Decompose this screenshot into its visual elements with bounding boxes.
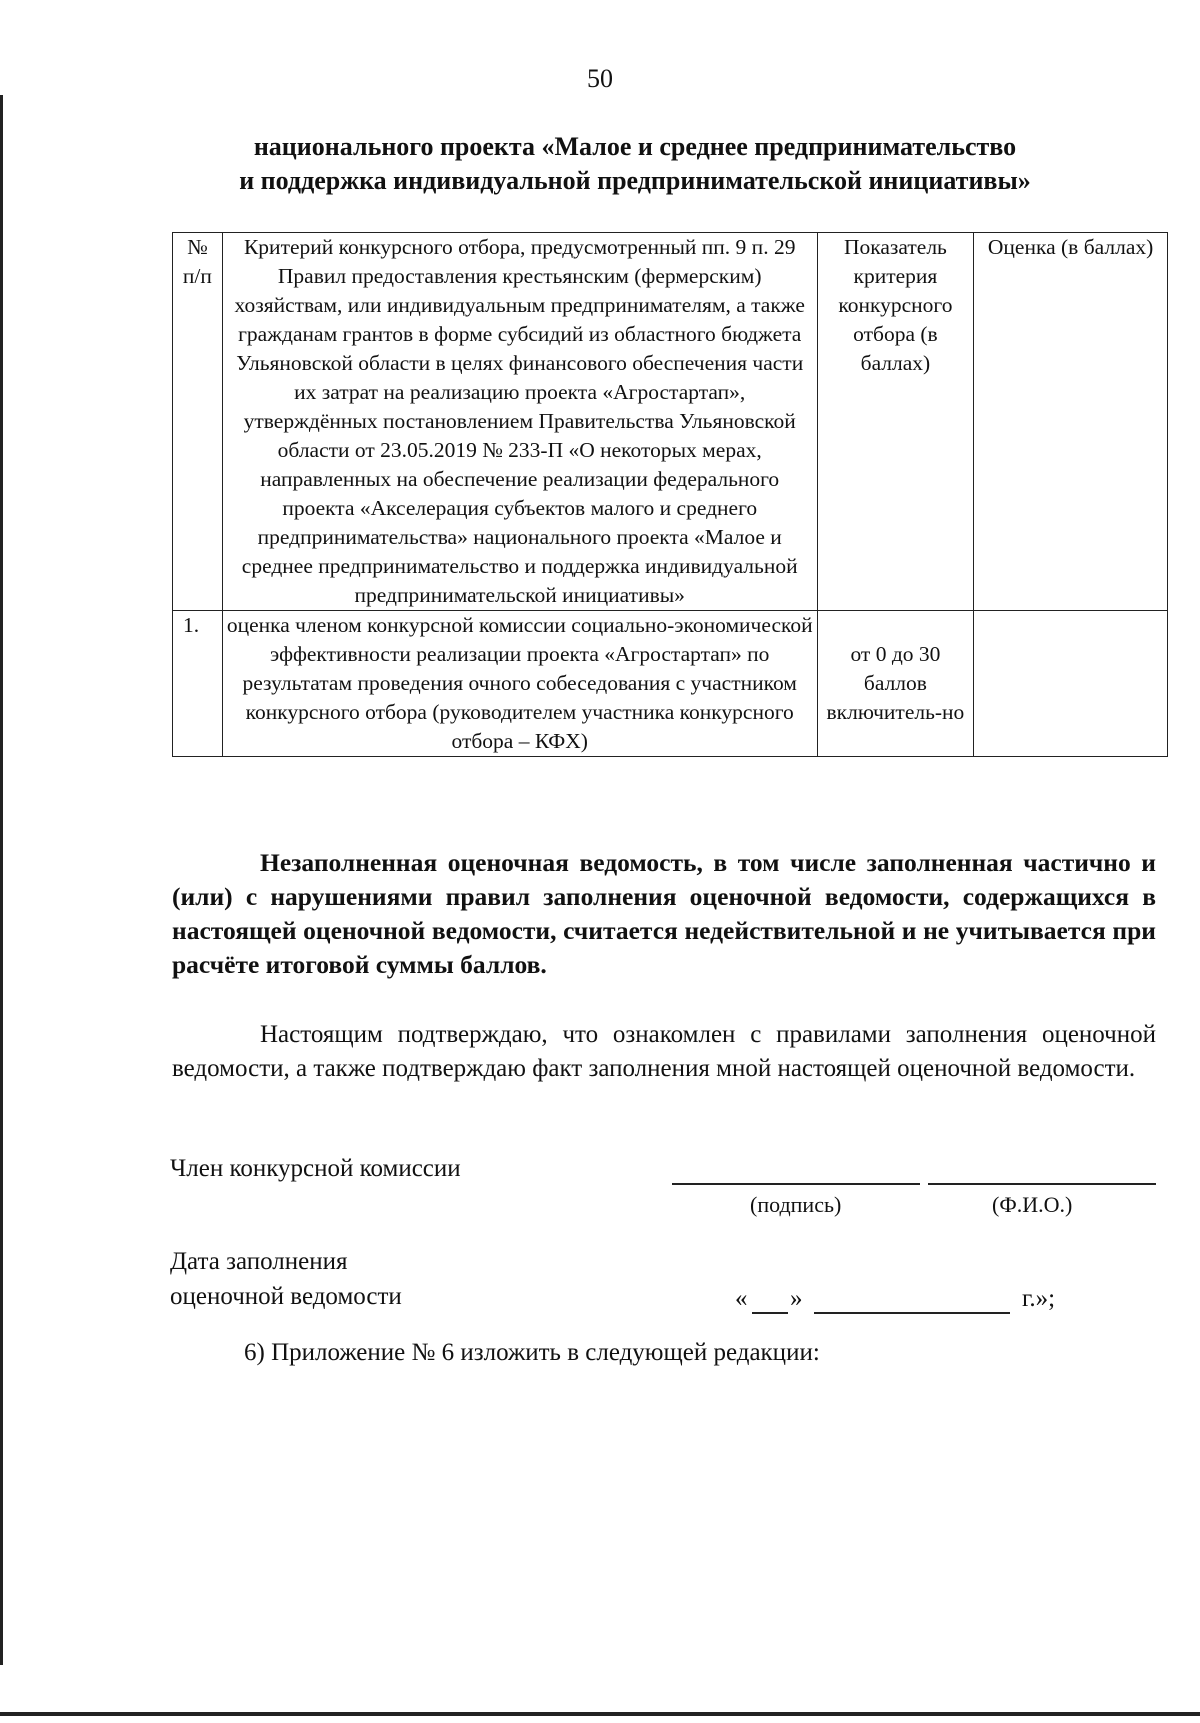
date-year-suffix: г.»; bbox=[1022, 1285, 1056, 1312]
row-score-cell[interactable] bbox=[974, 611, 1168, 757]
header-score: Оценка (в баллах) bbox=[974, 233, 1168, 611]
signature-line[interactable] bbox=[672, 1183, 920, 1185]
heading-line-2: и поддержка индивидуальной предпринимательской инициативы» bbox=[239, 166, 1031, 195]
row-num: 1. bbox=[173, 611, 223, 757]
page-number: 50 bbox=[587, 64, 613, 93]
header-indicator: Показатель критерия конкурсного отбора (в баллах) bbox=[817, 233, 974, 611]
name-caption: (Ф.И.О.) bbox=[992, 1192, 1073, 1217]
signature-caption: (подпись) bbox=[750, 1192, 842, 1217]
appendix-instruction: 6) Приложение № 6 изложить в следующей редакции: bbox=[244, 1339, 820, 1366]
name-line[interactable] bbox=[928, 1183, 1156, 1185]
section-heading bbox=[160, 130, 1110, 198]
row-criterion: оценка членом конкурсной комиссии социально-экономической эффективности реализации проекта «Агростартап» по результатам проведения очного собеседования с участником конкурсного отбора (руководителем участника конкурсного отбора – КФХ) bbox=[222, 611, 817, 757]
row-indicator: от 0 до 30 баллов включитель-но bbox=[817, 611, 974, 757]
invalid-sheet-notice: Незаполненная оценочная ведомость, в том числе заполненная частично и (или) с нарушениями правил заполнения оценочной ведомости, содержащихся в настоящей оценочной ведомости, считается недействительной и не учитывается при расчёте итоговой суммы баллов. bbox=[172, 848, 1156, 979]
date-day-line[interactable] bbox=[752, 1312, 788, 1314]
confirmation-statement: Настоящим подтверждаю, что ознакомлен с правилами заполнения оценочной ведомости, а также подтверждаю факт заполнения мной настоящей оценочной ведомости. bbox=[172, 1021, 1156, 1082]
date-open-quote: « bbox=[735, 1285, 748, 1312]
scan-border-left bbox=[0, 95, 3, 1665]
criteria-table bbox=[172, 232, 1168, 757]
heading-line-1: национального проекта «Малое и среднее предпринимательство bbox=[253, 132, 1017, 161]
date-month-line[interactable] bbox=[814, 1312, 1010, 1314]
table-header-row bbox=[173, 233, 1168, 611]
date-label-line-2: оценочной ведомости bbox=[170, 1283, 402, 1310]
scan-border-bottom bbox=[0, 1712, 1200, 1716]
date-label-line-1: Дата заполнения bbox=[170, 1248, 348, 1275]
table-row bbox=[173, 611, 1168, 757]
header-num: № п/п bbox=[173, 233, 223, 611]
header-criterion: Критерий конкурсного отбора, предусмотренный пп. 9 п. 29 Правил предоставления крестьянским (фермерским) хозяйствам, или индивидуальным предпринимателям, а также гражданам грантов в форме субсидий из областного бюджета Ульяновской области в целях финансового обеспечения части их затрат на реализацию проекта «Агростартап», утверждённых постановлением Правительства Ульяновской области от 23.05.2019 № 233-П «О некоторых мерах, направленных на обеспечение реализации федерального проекта «Акселерация субъектов малого и среднего предпринимательства» национального проекта «Малое и среднее предпринимательство и поддержка индивидуальной предпринимательской инициативы» bbox=[222, 233, 817, 611]
date-close-quote: » bbox=[790, 1285, 803, 1312]
commission-member-label: Член конкурсной комиссии bbox=[170, 1155, 461, 1182]
